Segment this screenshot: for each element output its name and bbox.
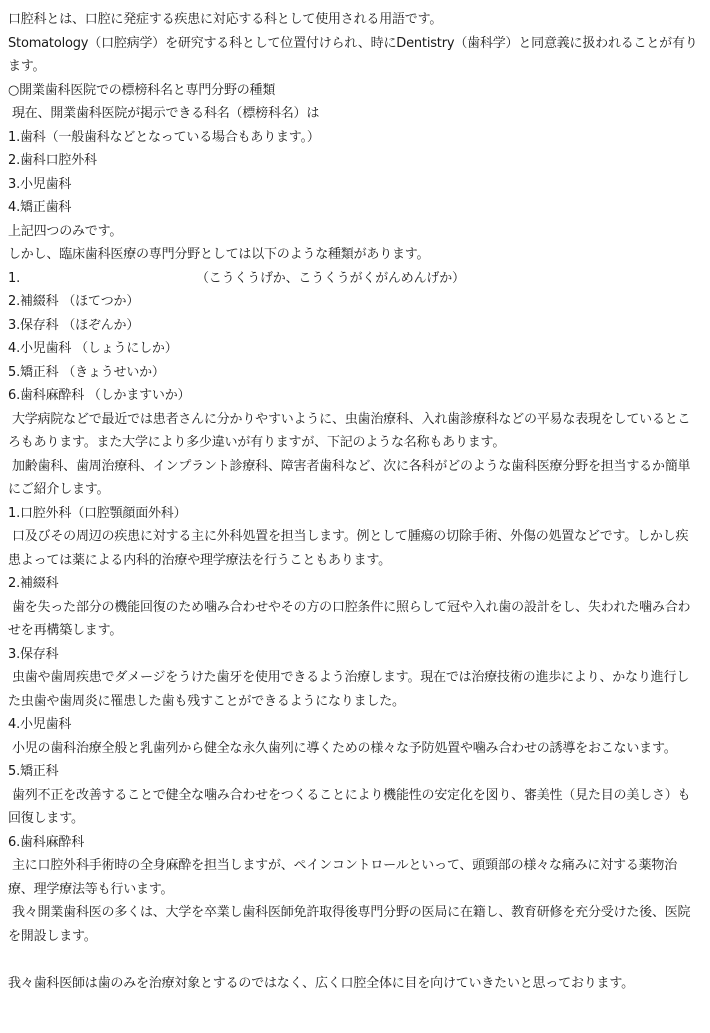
section-lead: 現在、開業歯科医院が掲示できる科名（標榜科名）は: [11, 106, 320, 121]
detail-body: 歯列不正を改善することで健全な噛み合わせをつくることにより機能性の安定化を図り、審美性（見た目の美しさ）も回復します。: [8, 787, 691, 826]
intro-line-2: Stomatology（口腔病学）を研究する科として位置付けられ、時にDentistry（歯科学）と同意義に扱われることが有ります。: [8, 35, 698, 74]
detail-body: 歯を失った部分の機能回復のため噛み合わせやその方の口腔条件に照らして冠や入れ歯の設計をし、失われた噛み合わせを再構築します。: [8, 599, 691, 638]
closing-final: 我々歯科医師は歯のみを治療対象とするのではなく、広く口腔全体に目を向けていきたいと思っております。: [8, 975, 634, 991]
detail-body: 口及びその周辺の疾患に対する主に外科処置を担当します。例として腫瘍の切除手術、外傷の処置などです。しかし疾患よっては薬による内科的治療や理学療法を行うこともあります。: [8, 529, 689, 568]
list-item: 3.小児歯科: [8, 176, 72, 192]
detail-title: 2.補綴科: [8, 576, 59, 591]
list-summary: 上記四つのみです。: [8, 223, 123, 239]
intro-line-1: 口腔科とは、口腔に発症する疾患に対応する科として使用される用語です。: [8, 12, 443, 27]
list-item-reading: （こうくうげか、こうくうがくがんめんげか）: [196, 270, 465, 286]
detail-title: 5.矯正科: [8, 764, 59, 779]
list-item: 1.歯科（一般歯科などとなっている場合もあります。）: [8, 129, 320, 145]
specialty-lead: しかし、臨床歯科医療の専門分野としては以下のような種類があります。: [8, 247, 430, 262]
specialty-note-2: 加齢歯科、歯周治療科、インプラント診療科、障害者歯科など、次に各科がどのような歯科医療分野を担当するか簡単にご紹介します。: [8, 458, 691, 497]
list-item: 5.矯正科 （きょうせいか）: [8, 364, 165, 380]
list-item: 2.補綴科 （ほてつか）: [8, 294, 140, 309]
list-item: [8, 267, 698, 291]
spacer: [8, 948, 698, 972]
detail-body: 虫歯や歯周疾患でダメージをうけた歯牙を使用できるよう治療します。現在では治療技術の進歩により、かなり進行した虫歯や歯周炎に罹患した歯も残すことができるようになりました。: [8, 670, 690, 709]
detail-title: 3.保存科: [8, 646, 59, 662]
detail-body: 小児の歯科治療全般と乳歯列から健全な永久歯列に導くための様々な予防処置や噛み合わせの誘導をおこないます。: [11, 740, 677, 756]
detail-title: 1.口腔外科（口腔顎顔面外科）: [8, 505, 187, 521]
detail-title: 4.小児歯科: [8, 717, 72, 732]
list-item: 4.小児歯科 （しょうにしか）: [8, 341, 178, 356]
document-body: [8, 8, 698, 995]
specialty-note-1: 大学病院などで最近では患者さんに分かりやすいように、虫歯治療科、入れ歯診療科などの平易な表現をしているところもあります。また大学により多少違いが有りますが、下記のような名称もあります。: [8, 411, 691, 450]
list-item: 6.歯科麻酔科 （しかますいか）: [8, 388, 191, 403]
detail-title: 6.歯科麻酔科: [8, 834, 85, 850]
list-item: 2.歯科口腔外科: [8, 153, 97, 168]
list-item: 3.保存科 （ほぞんか）: [8, 317, 140, 333]
closing-paragraph: 我々開業歯科医の多くは、大学を卒業し歯科医師免許取得後専門分野の医局に在籍し、教育研修を充分受けた後、医院を開設します。: [8, 905, 691, 944]
list-item: 4.矯正歯科: [8, 200, 72, 215]
detail-body: 主に口腔外科手術時の全身麻酔を担当しますが、ペインコントロールといって、頭頸部の様々な痛みに対する薬物治療、理学療法等も行います。: [8, 858, 678, 897]
list-item-number: 1.: [8, 270, 21, 286]
section-heading: ○開業歯科医院での標榜科名と専門分野の種類: [8, 82, 276, 98]
